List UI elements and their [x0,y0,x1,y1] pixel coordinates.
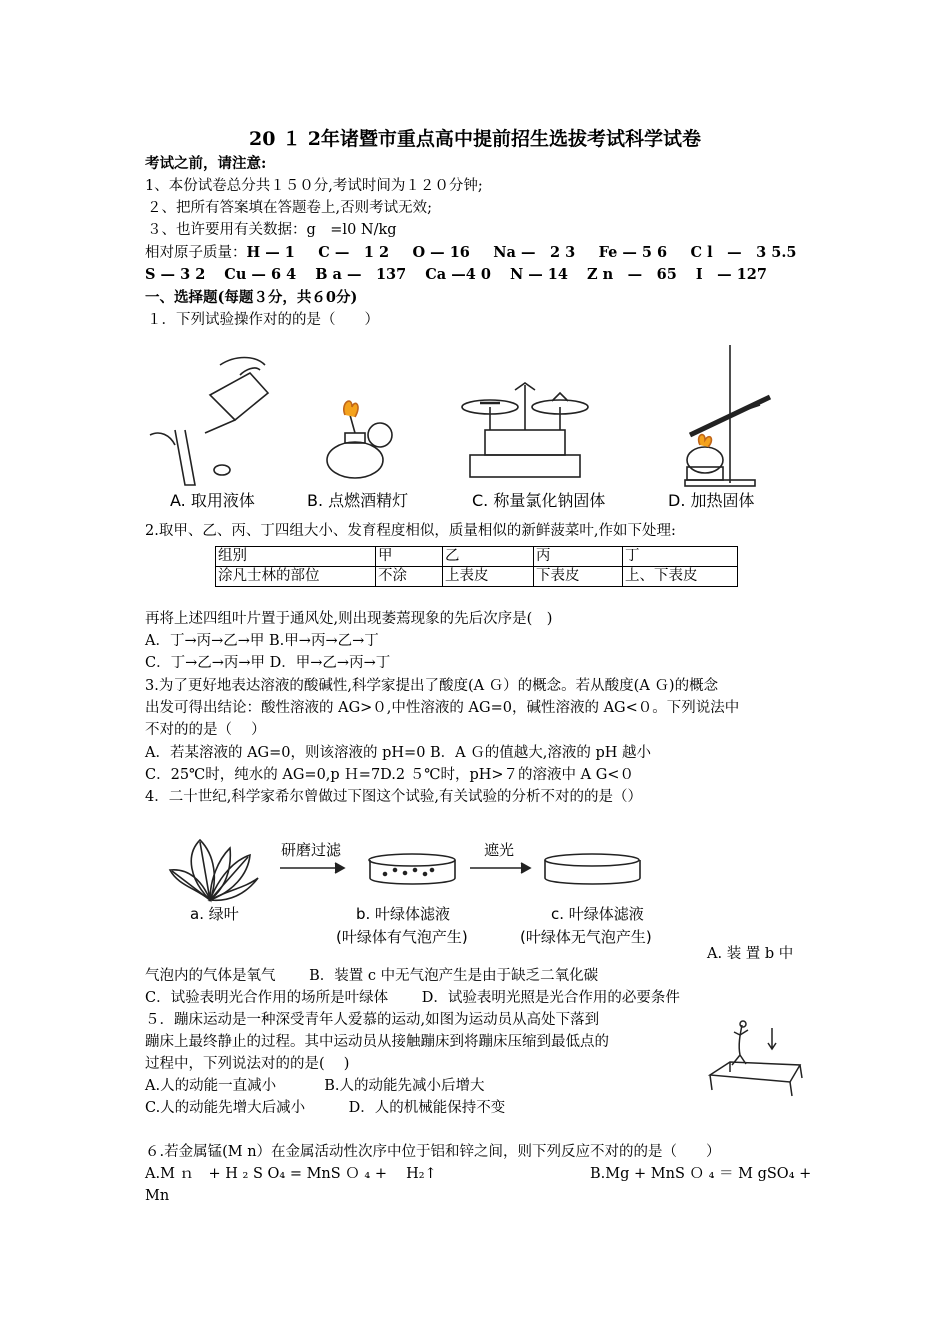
q1-figure [140,335,790,495]
table-cell: 不涂 [376,567,443,587]
green-leaves-icon [170,840,258,900]
page-title: 20 １ 2年诸暨市重点高中提前招生选拔考试科学试卷 [249,128,701,150]
atomic-masses-row-1 [145,242,797,264]
q5-line-3: 过程中，下列说法对的的是( ) [145,1056,350,1072]
q1-caption-c: C. 称量氯化钠固体 [472,491,606,510]
q3-line-5: C．25℃时，纯水的 AG=0,p Ｈ=7D.2 ５℃时，pH>７的溶液中 A G<０ [145,767,634,783]
table-cell: 上表皮 [443,567,534,587]
atomic-mass: C l — 3 5.5 [690,244,797,261]
table-cell: 涂凡士林的部位 [216,567,376,587]
q4-figure [170,830,690,910]
q4-arrow-label-2: 遮光 [484,841,515,859]
arrow-head-icon [335,863,344,873]
q1-caption-b: B. 点燃酒精灯 [307,491,409,510]
q2-follow: 再将上述四组叶片置于通风处,则出现萎蔫现象的先后次序是( ) [145,611,553,627]
atomic-mass: Ca —4 0 [425,266,491,283]
arrow-head-icon [521,863,530,873]
atomic-mass: Fe — 5 6 [598,244,668,261]
table-cell: 上、下表皮 [623,567,738,587]
q4-caption-c: c. 叶绿体滤液 [551,905,644,923]
q2-option-line-1: A．丁→丙→乙→甲 B.甲→丙→乙→丁 [145,633,379,649]
table-cell: 丙 [534,547,623,567]
q1-caption-d: D. 加热固体 [668,491,755,510]
q4-line-2: C．试验表明光合作用的场所是叶绿体 D．试验表明光照是光合作用的必要条件 [145,990,680,1006]
atomic-mass: B a — 137 [315,266,407,283]
q3-line-2: 出发可得出结论：酸性溶液的 AG>０,中性溶液的 AG=0，碱性溶液的 AG<０。下列说法中 [145,700,740,716]
q4-caption-c-note: (叶绿体无气泡产生) [520,928,652,946]
petri-dish-c-icon [545,854,640,884]
q4-caption-a: a. 绿叶 [190,905,239,923]
atomic-mass: Z n — 65 [586,266,677,283]
q4-caption-b-note: (叶绿体有气泡产生) [336,928,468,946]
q6-option-b: B.Mg + MnS Ｏ ₄ ＝ M gSO₄ + [590,1166,812,1182]
balance-icon [462,383,588,477]
q4-arrow-label-1: 研磨过滤 [281,841,342,859]
section-heading: 一、选择题(每题３分，共６0分) [145,289,358,306]
q6-stem: ６.若金属锰(M n）在金属活动性次序中位于铝和锌之间，则下列反应不对的的是（ ） [145,1144,721,1160]
q2-table [215,546,738,587]
table-cell: 甲 [376,547,443,567]
notice-item-2: ２、把所有答案填在答题卷上,否则考试无效; [147,200,432,216]
atomic-mass: N — 14 [509,266,568,283]
atomic-mass: O — 16 [412,244,470,261]
q4-line-1: 气泡内的气体是氧气 B．装置 c 中无气泡产生是由于缺乏二氧化碳 [145,968,599,984]
alcohol-lamp-icon [327,401,392,478]
q5-line-5: C.人的动能先增大后减小 D．人的机械能保持不变 [145,1100,506,1116]
q5-line-4: A.人的动能一直减小 B.人的动能先减小后增大 [145,1078,485,1094]
petri-dish-b-icon [369,854,455,884]
q2-option-line-2: C．丁→乙→丙→甲 D．甲→乙→丙→丁 [145,655,391,671]
q1-stem: １．下列试验操作对的的是（ ） [147,312,379,328]
q5-line-1: ５．蹦床运动是一种深受青年人爱慕的运动,如图为运动员从高处下落到 [145,1012,600,1028]
heating-apparatus-icon [685,345,770,486]
atomic-label: 相对原子质量： [145,245,247,261]
atomic-mass: H — 1 [246,244,295,261]
table-row [216,567,738,587]
notice-heading: 考试之前，请注意: [145,155,267,172]
q1-caption-a: A. 取用液体 [170,491,255,510]
table-cell: 乙 [443,547,534,567]
q4-option-a-start: A. 装 置 b 中 [707,946,794,962]
table-cell: 下表皮 [534,567,623,587]
atomic-mass: S — 3 2 [145,266,206,283]
notice-item-1: 1、本份试卷总分共１５０分,考试时间为１２０分钟; [145,178,483,194]
q3-line-1: 3.为了更好地表达溶液的酸碱性,科学家提出了酸度(A Ｇ）的概念。若从酸度(A Ｇ)的概念 [145,678,719,694]
trampoline-figure [700,1020,810,1100]
atomic-mass: C — 1 2 [318,244,390,261]
q2-stem: 2.取甲、乙、丙、丁四组大小、发育程度相似，质量相似的新鲜菠菜叶,作如下处理: [145,523,676,539]
q6-option-a: A.M ｎ + H ₂ S O₄ = MnS Ｏ ₄ + H₂↑ [145,1166,437,1182]
q5-line-2: 蹦床上最终静止的过程。其中运动员从接触蹦床到将蹦床压缩到最低点的 [145,1034,609,1050]
notice-item-3: ３、也许要用有关数据：g =l0 N/kg [147,222,397,238]
q4-stem: 4．二十世纪,科学家希尔曾做过下图这个试验,有关试验的分析不对的的是（） [145,789,642,805]
table-row [216,547,738,567]
atomic-mass: Cu — 6 4 [224,266,297,283]
atomic-mass: I — 127 [695,266,767,283]
atomic-mass: Na — 2 3 [493,244,576,261]
q6-option-b-cont: Mn [145,1188,170,1204]
atomic-masses-row-2 [145,264,767,286]
q4-caption-b: b. 叶绿体滤液 [356,905,451,923]
q3-line-4: A．若某溶液的 AG=0，则该溶液的 pH=0 B．A Ｇ的值越大,溶液的 pH 越小 [145,745,652,761]
q3-line-3: 不对的的是（ ） [145,722,266,738]
lab-pouring-icon [150,358,268,486]
table-cell: 组别 [216,547,376,567]
table-cell: 丁 [623,547,738,567]
